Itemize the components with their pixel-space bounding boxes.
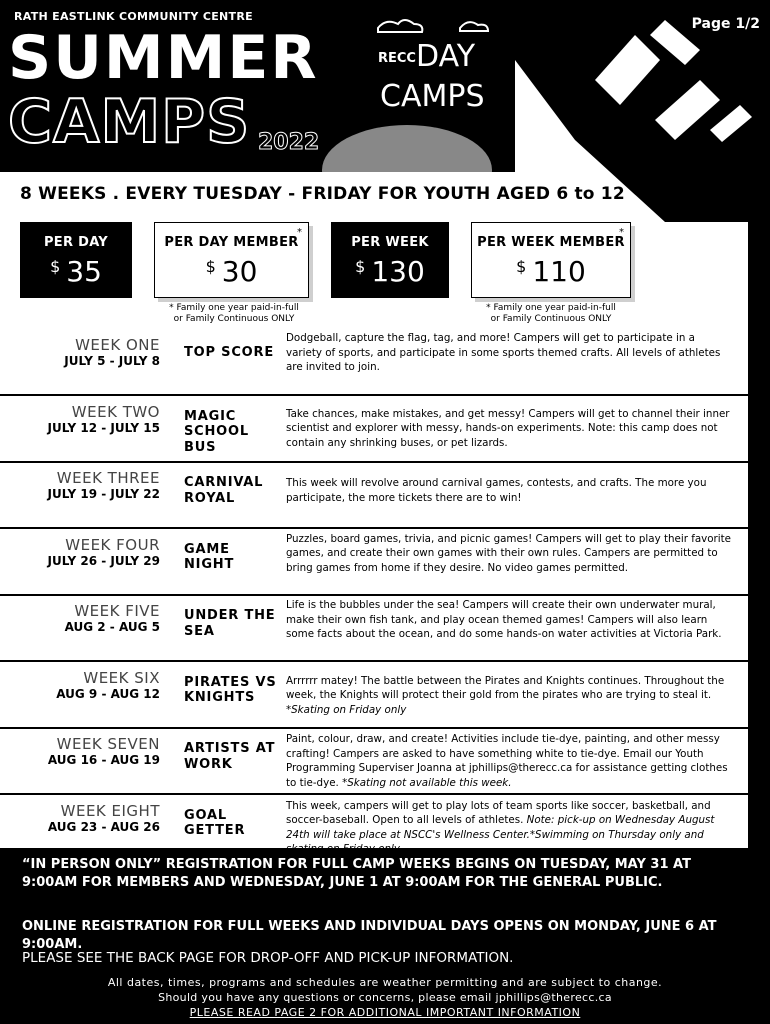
in-person-registration: “IN PERSON ONLY” REGISTRATION FOR FULL CAMP WEEKS BEGINS ON TUESDAY, MAY 31 AT 9:00AM FOR MEMBERS AND WEDNESDAY, JUNE 1 AT 9:00AM FOR THE GENERAL PUBLIC. bbox=[22, 857, 691, 890]
day-camps-logo bbox=[360, 14, 500, 134]
header-banner bbox=[0, 0, 515, 172]
week-description: Arrrrrr matey! The battle between the Pirates and Knights continues. Throughout the week, the Knights will protect their gold from the pirates who are trying to steal it. *Skating on Friday only bbox=[286, 674, 725, 716]
week-theme: MAGIC SCHOOL BUS bbox=[184, 408, 249, 455]
week-name: WEEK TWO bbox=[71, 402, 160, 421]
price-label: PER WEEK MEMBER bbox=[477, 235, 625, 250]
week-description: This week will revolve around carnival games, contests, and crafts. The more you participate, the more tickets there are to win! bbox=[286, 477, 707, 504]
week-dates: AUG 23 - AUG 26 bbox=[47, 819, 160, 834]
week-name: WEEK EIGHT bbox=[60, 801, 160, 820]
week-row bbox=[0, 596, 748, 662]
week-row bbox=[0, 330, 748, 396]
registration-footer bbox=[0, 848, 770, 1024]
week-theme: CARNIVAL ROYAL bbox=[184, 475, 264, 506]
price-value: $ 35 bbox=[50, 255, 102, 288]
price-box-per-week-member bbox=[471, 222, 631, 298]
week-row bbox=[0, 530, 748, 596]
organization-name: RATH EASTLINK COMMUNITY CENTRE bbox=[14, 10, 253, 23]
price-box-per-day-member bbox=[154, 222, 309, 298]
asterisk: * bbox=[297, 227, 302, 238]
drop-off-note: PLEASE SEE THE BACK PAGE FOR DROP-OFF AND PICK-UP INFORMATION. bbox=[22, 950, 514, 966]
week-theme: GAME NIGHT bbox=[184, 541, 235, 573]
price-value: $ 110 bbox=[516, 255, 586, 288]
contact-line: Should you have any questions or concerns, please email jphillips@therecc.ca bbox=[158, 991, 612, 1004]
logo-day: DAY bbox=[416, 39, 476, 74]
week-name: WEEK ONE bbox=[75, 336, 160, 354]
week-dates: JULY 5 - JULY 8 bbox=[64, 354, 160, 368]
week-dates: JULY 19 - JULY 22 bbox=[47, 487, 160, 501]
title-camps: CAMPS bbox=[8, 87, 251, 157]
read-page-2-link[interactable]: PLEASE READ PAGE 2 FOR ADDITIONAL IMPORTANT INFORMATION bbox=[189, 1006, 581, 1019]
week-description: Life is the bubbles under the sea! Campers will create their own underwater mural, make their own fish tank, and play ocean themed games! Campers will also learn some facts about the ocean, and do some hands-on water activities at Victoria Park. bbox=[286, 599, 722, 641]
week-name: WEEK SEVEN bbox=[56, 735, 160, 753]
week-dates: AUG 2 - AUG 5 bbox=[64, 620, 160, 634]
week-description: Paint, colour, draw, and create! Activities include tie-dye, painting, and other messy crafting! Campers are asked to have something white to tie-dye. Email our Youth Programming Superviser Joanna at jphillips@therecc.ca for assistance getting clothes to tie-dye. *Skating not available this week. bbox=[286, 733, 728, 789]
member-price-note: * Family one year paid-in-full or Family Continuous ONLY bbox=[486, 303, 616, 325]
week-name: WEEK FIVE bbox=[74, 602, 160, 620]
week-dates: AUG 9 - AUG 12 bbox=[56, 686, 160, 701]
price-value: $ 30 bbox=[205, 255, 258, 288]
headline: 8 WEEKS . EVERY TUESDAY - FRIDAY FOR YOUTH AGED 6 to 12 bbox=[20, 184, 625, 204]
week-note: *Skating not available this week. bbox=[342, 776, 512, 789]
week-row bbox=[0, 729, 748, 795]
member-price-note: * Family one year paid-in-full or Family Continuous ONLY bbox=[169, 303, 299, 325]
logo-mark: RECC bbox=[378, 51, 416, 66]
week-row bbox=[0, 397, 748, 463]
week-theme: UNDER THE SEA bbox=[184, 608, 276, 639]
week-row bbox=[0, 463, 748, 529]
week-description: This week, campers will get to play lots of team sports like soccer, basketball, and soccer-baseball. Open to all levels of athletes. Note: pick-up on Wednesday August 24th will take place at NSCC's Wellness Center.*Swimming on Thursday only and bbox=[286, 799, 734, 857]
week-theme: GOAL GETTER bbox=[184, 807, 246, 839]
week-dates: JULY 26 - JULY 29 bbox=[47, 553, 160, 568]
week-note: Note: pick-up on Wednesday August 24th will take place at NSCC's Wellness Center.*Swimming on Thursday only and bbox=[286, 814, 715, 841]
weather-disclaimer: All dates, times, programs and schedules are weather permitting and are subject to change. bbox=[107, 976, 663, 989]
week-description: Dodgeball, capture the flag, tag, and more! Campers will get to participate in a variety of sports, and participate in some sports themed crafts. All levels of athletes are invited to join. bbox=[286, 332, 721, 374]
week-theme: TOP SCORE bbox=[184, 345, 275, 360]
week-theme: ARTISTS AT WORK bbox=[184, 741, 276, 772]
price-box-per-day bbox=[20, 222, 132, 298]
logo-camps: CAMPS bbox=[380, 79, 485, 114]
week-row bbox=[0, 663, 748, 729]
price-value: $ 130 bbox=[355, 255, 425, 288]
week-theme: PIRATES VS KNIGHTS bbox=[184, 674, 277, 706]
price-box-per-week bbox=[331, 222, 449, 298]
week-dates: AUG 16 - AUG 19 bbox=[47, 753, 160, 767]
asterisk: * bbox=[619, 227, 624, 238]
week-name: WEEK THREE bbox=[56, 469, 160, 487]
week-name: WEEK SIX bbox=[83, 668, 160, 687]
page-number: Page 1/2 bbox=[691, 16, 760, 32]
price-label: PER WEEK bbox=[351, 235, 429, 250]
price-label: PER DAY bbox=[43, 235, 109, 250]
price-label: PER DAY MEMBER bbox=[164, 235, 299, 250]
week-dates: JULY 12 - JULY 15 bbox=[47, 420, 160, 435]
week-description: Puzzles, board games, trivia, and picnic games! Campers will get to play their favorite games, and create their own games with their own rules. Campers are permitted to bring games from home if they desire. No video games permitted. bbox=[286, 532, 732, 574]
week-note: *Skating on Friday only bbox=[286, 703, 407, 716]
week-name: WEEK FOUR bbox=[65, 535, 160, 554]
week-description: Take chances, make mistakes, and get messy! Campers will get to channel their inner scientist and explorer with messy, hands-on experiments. Note: this camp does not contain any shrinking buses, or pet lizards. bbox=[286, 407, 730, 449]
title-summer: SUMMER bbox=[8, 23, 319, 93]
year-label: 2022 bbox=[258, 130, 320, 155]
online-registration: ONLINE REGISTRATION FOR FULL WEEKS AND INDIVIDUAL DAYS OPENS ON MONDAY, JUNE 6 AT 9:00AM. bbox=[22, 919, 717, 952]
